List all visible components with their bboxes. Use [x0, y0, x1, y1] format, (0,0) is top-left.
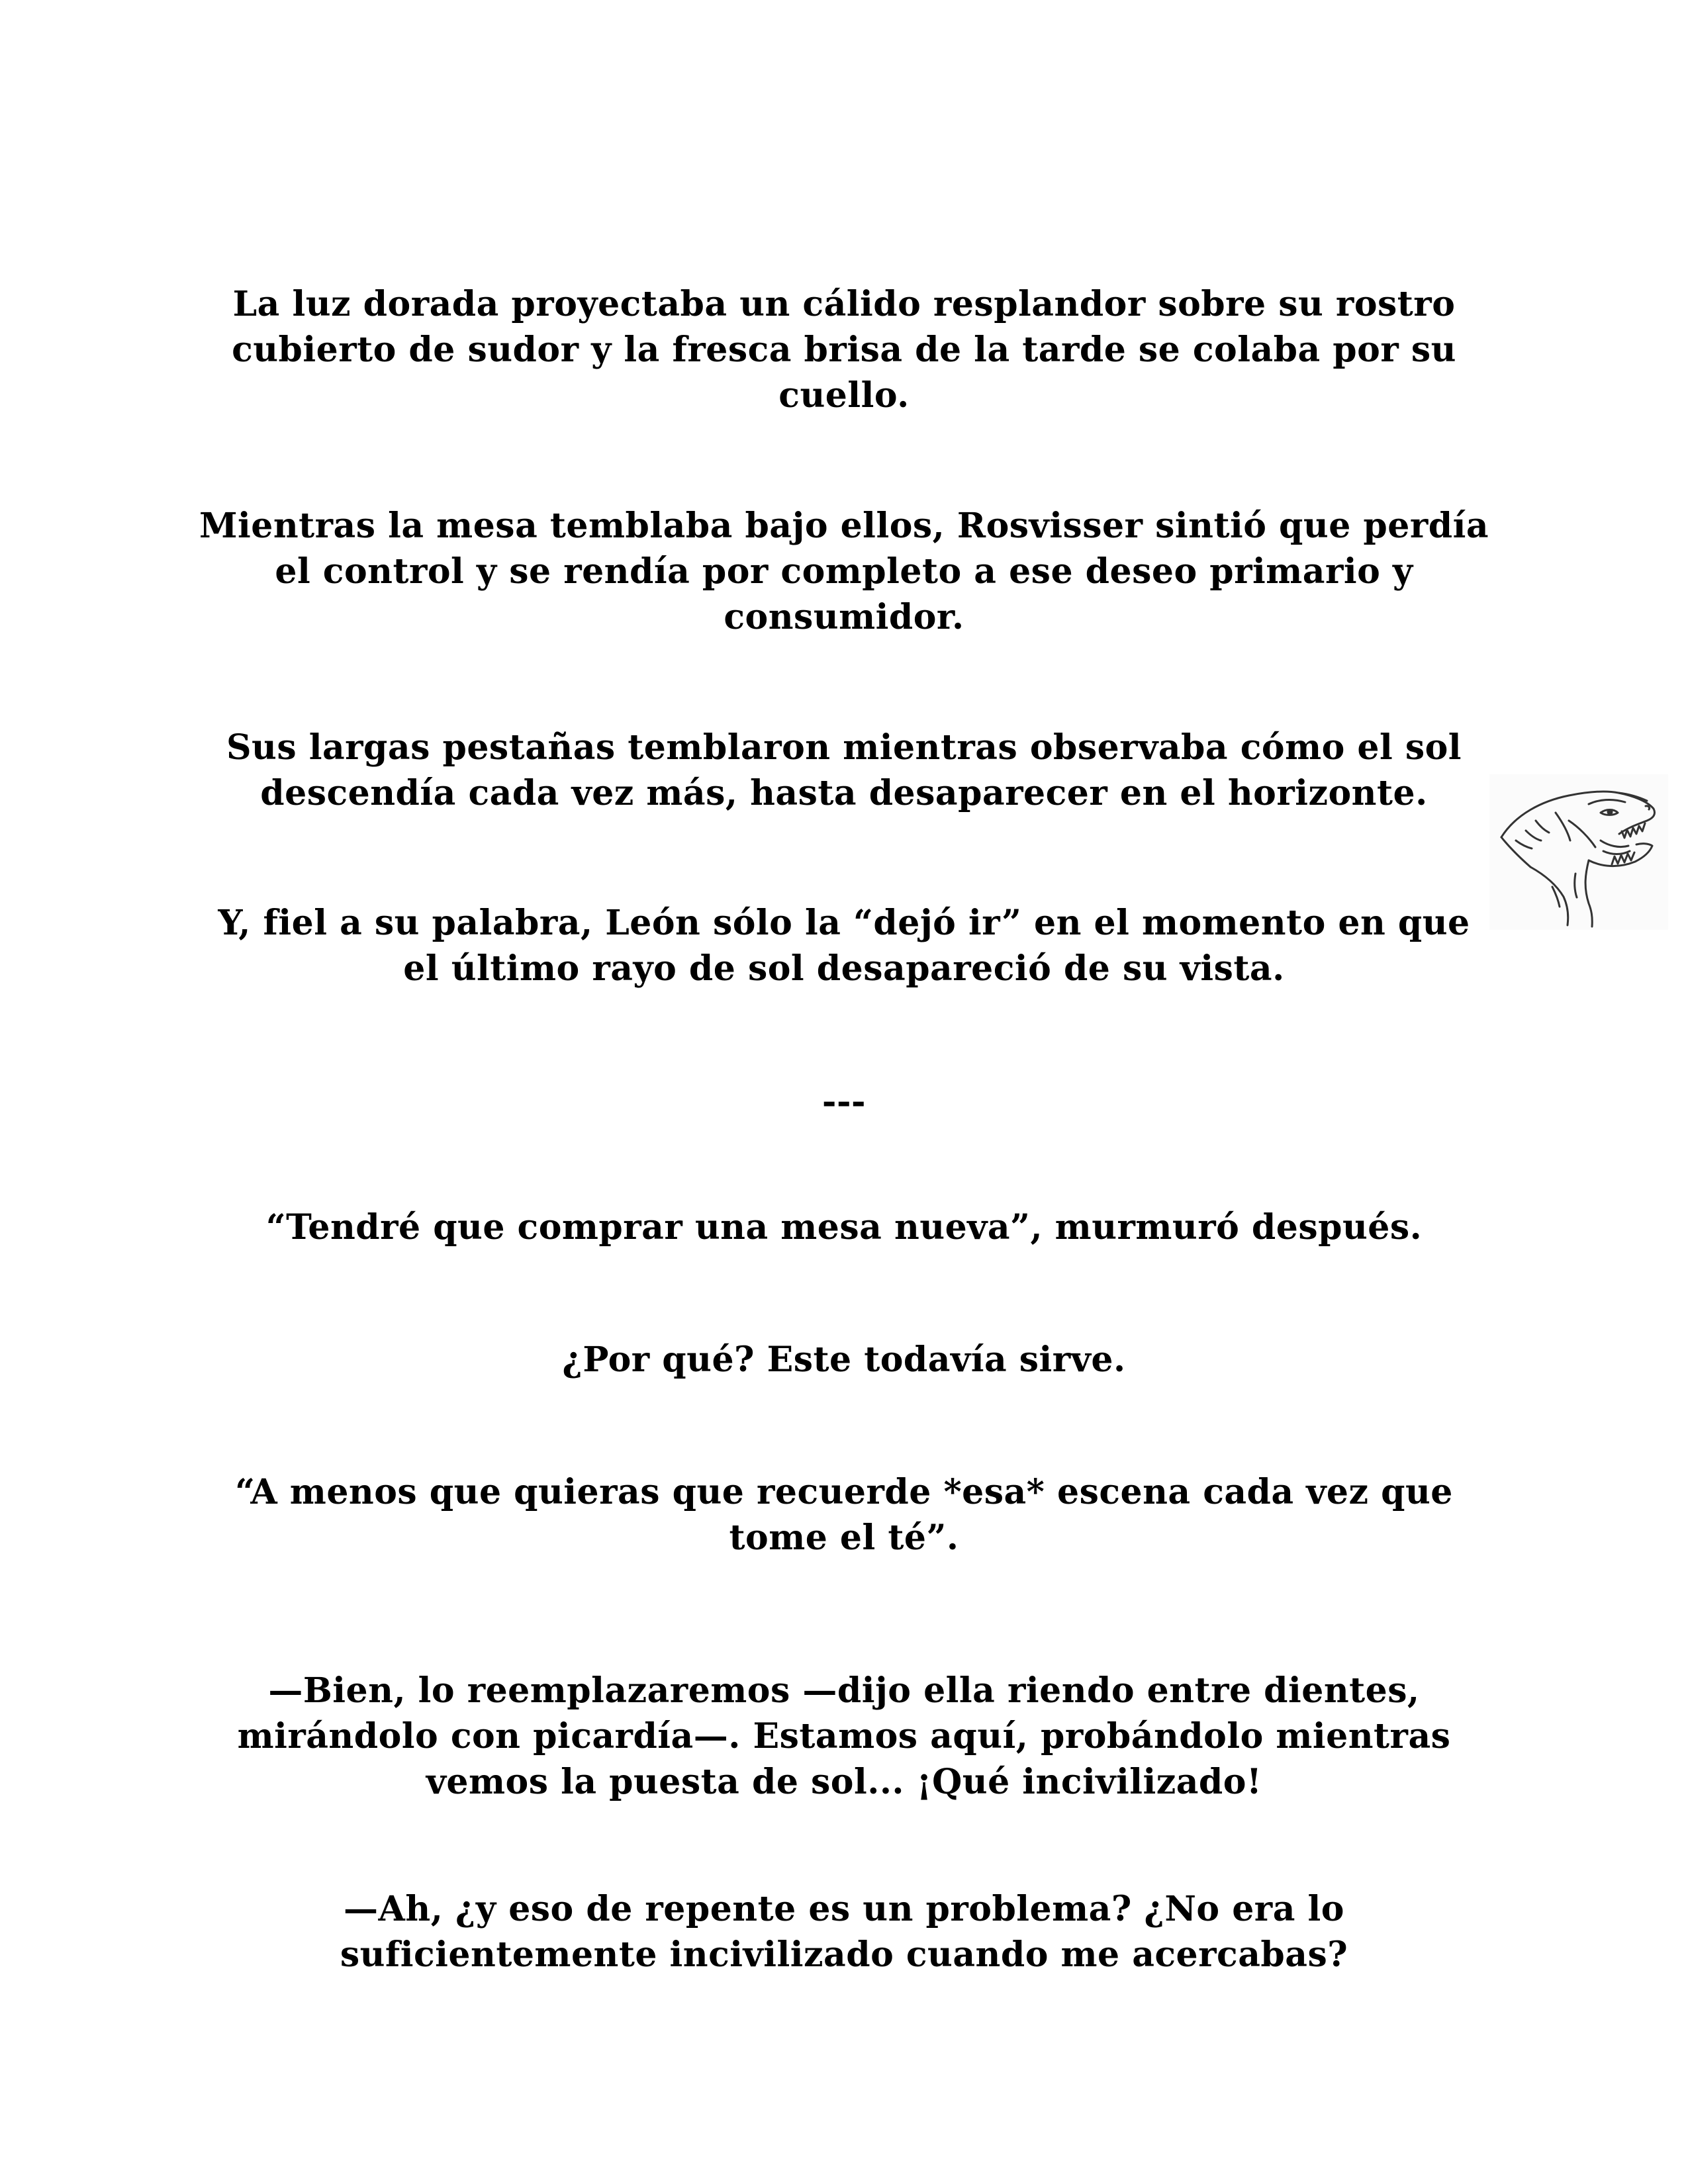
paragraph-1: La luz dorada proyectaba un cálido resplandor sobre su rostro cubierto de sudor y la fresca brisa de la tarde se colaba por su cuello.	[232, 284, 1456, 416]
scene-separator: ---	[821, 1081, 867, 1122]
paragraph-8: —Bien, lo reemplazaremos —dijo ella riendo entre dientes, mirándolo con picardía—. Estamos aquí, probándolo mientras vemos la puesta de sol... ¡Qué incivilizado!	[237, 1670, 1451, 1802]
paragraph-9: —Ah, ¿y eso de repente es un problema? ¿No era lo suficientemente incivilizado cuando me acercabas?	[340, 1889, 1348, 1975]
dinosaur-head-icon	[1489, 774, 1668, 930]
paragraph-4: Y, fiel a su palabra, León sólo la “dejó ir” en el momento en que el último rayo de sol desapareció de su vista.	[218, 903, 1470, 989]
paragraph-2: Mientras la mesa temblaba bajo ellos, Rosvisser sintió que perdía el control y se rendía por completo a ese deseo primario y consumidor.	[199, 506, 1489, 637]
paragraph-5: “Tendré que comprar una mesa nueva”, murmuró después.	[265, 1207, 1423, 1248]
paragraph-3: Sus largas pestañas temblaron mientras observaba cómo el sol descendía cada vez más, hasta desaparecer en el horizonte.	[226, 727, 1462, 813]
paragraph-6: ¿Por qué? Este todavía sirve.	[562, 1340, 1126, 1380]
paragraph-7: “A menos que quieras que recuerde *esa* escena cada vez que tome el té”.	[235, 1472, 1453, 1558]
